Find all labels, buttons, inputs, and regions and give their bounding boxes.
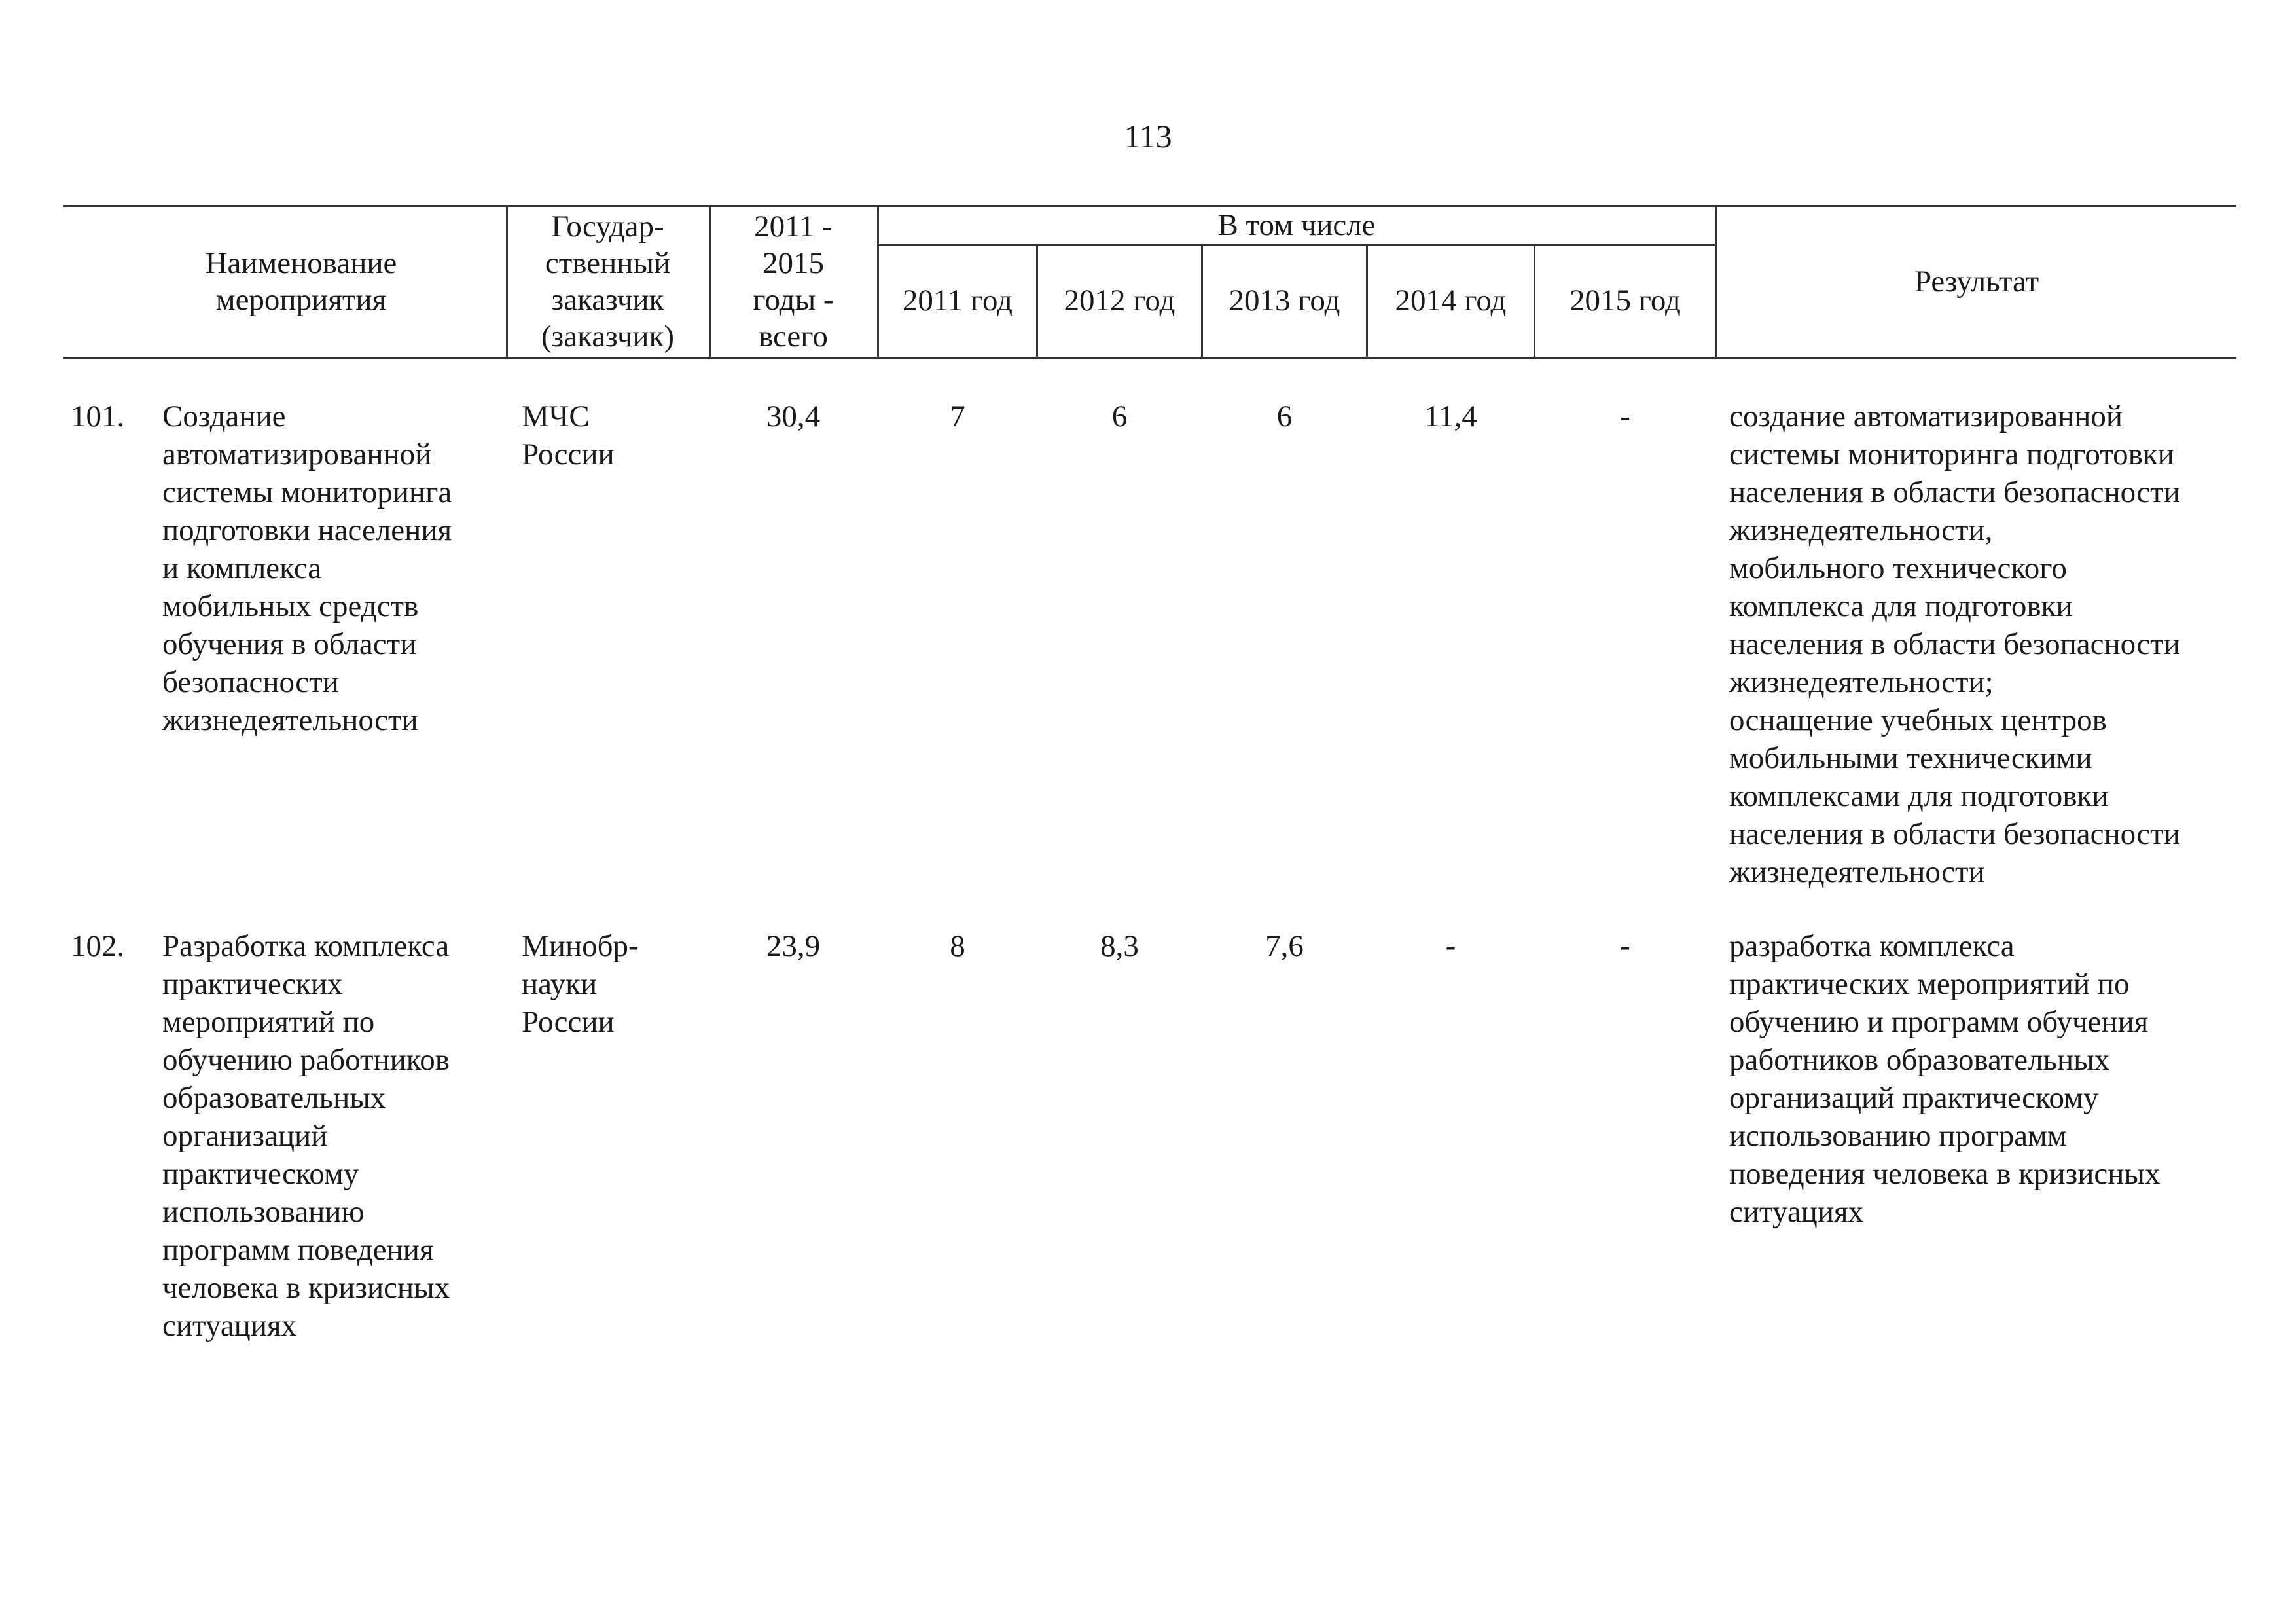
header-bottom-rule [63, 357, 2236, 359]
row-number: 102. [71, 929, 125, 963]
header-year-2012: 2012 год [1064, 283, 1175, 318]
row-2014: - [1445, 929, 1456, 963]
row-name: Создание автоматизированной системы мониторинга подготовки населения и комплекса мобильных средств обучения в области безопасности жизнедеятельности [162, 399, 452, 737]
header-year-2014: 2014 год [1395, 283, 1507, 318]
row-2015: - [1620, 399, 1630, 433]
page-number: 113 [1124, 118, 1172, 155]
row-result: разработка комплекса практических мероприятий по обучению и программ обучения работников образовательных организаций практическому использованию программ поведения человека в кризисных ситуациях [1729, 929, 2161, 1229]
row-2014: 11,4 [1424, 399, 1477, 433]
row-name: Разработка комплекса практических мероприятий по обучению работников образовательных организаций практическому использованию программ поведения человека в кризисных ситуациях [162, 929, 450, 1343]
row-2012: 8,3 [1100, 929, 1139, 963]
row-customer: МЧС России [522, 399, 615, 471]
row-2012: 6 [1111, 399, 1128, 433]
row-2013: 7,6 [1265, 929, 1304, 963]
row-2011: 7 [950, 399, 965, 433]
row-2015: - [1620, 929, 1630, 963]
row-2011: 8 [950, 929, 965, 963]
header-year-2015: 2015 год [1570, 283, 1681, 318]
row-number: 101. [71, 399, 125, 433]
header-year-2011: 2011 год [902, 283, 1013, 318]
row-total: 30,4 [766, 399, 821, 433]
header-customer: Государ- ственный заказчик (заказчик) [541, 210, 674, 354]
row-result: создание автоматизированной системы мониторинга подготовки населения в области безопасности жизнедеятельности, мобильного технического комплекса для подготовки населения в области безопасности жизнедеятельности; оснащение учебных центров мобильными техническими комплексами для подготовки населения в области безопасности жизнедеятельности [1729, 399, 2180, 889]
header-including: В том числе [1217, 208, 1376, 242]
header-total: 2011 - 2015 годы - всего [753, 210, 834, 354]
header-year-2013: 2013 год [1229, 283, 1340, 318]
row-total: 23,9 [766, 929, 821, 963]
row-2013: 6 [1276, 399, 1293, 433]
header-name: Наименование мероприятия [205, 246, 397, 317]
row-customer: Минобр- науки России [522, 929, 639, 1039]
header-result: Результат [1914, 264, 2039, 299]
